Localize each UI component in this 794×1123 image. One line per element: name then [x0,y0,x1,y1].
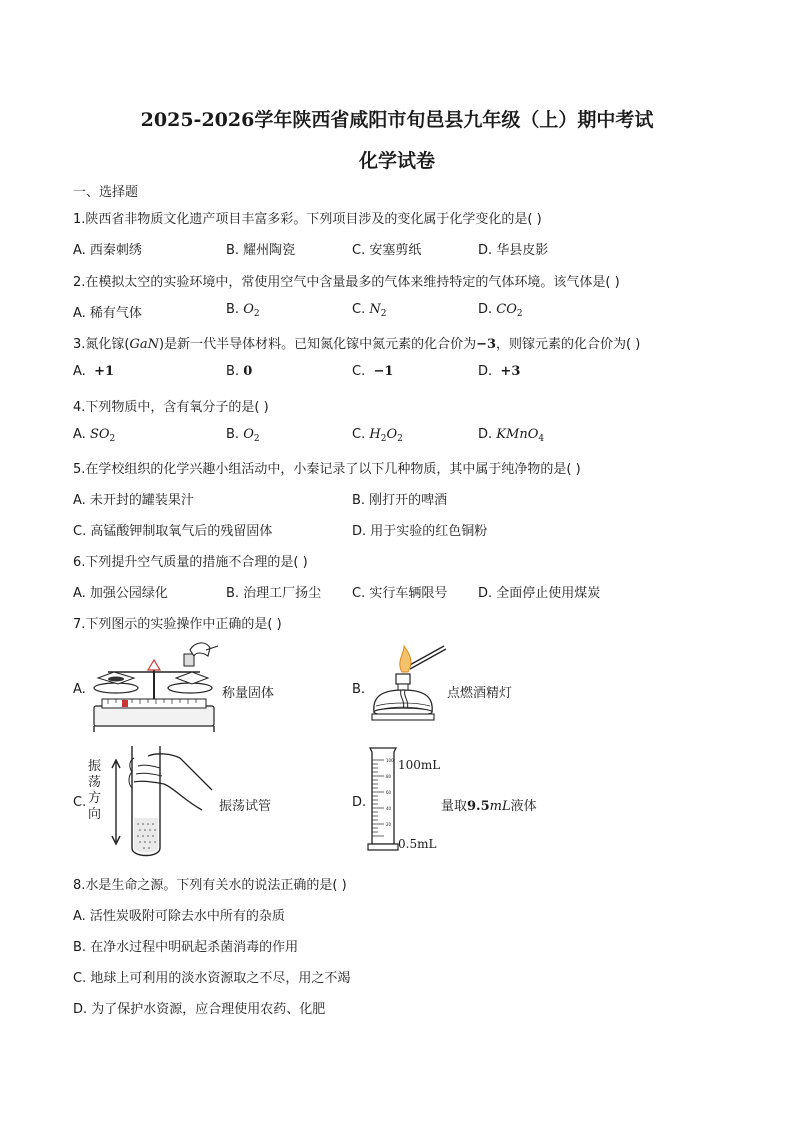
q6-option-c[interactable]: C. 实行车辆限号 [352,586,448,601]
section-heading: 一、选择题 [73,185,139,200]
cylinder-bottom-label: 0.5mL [398,837,437,851]
q6-option-d[interactable]: D. 全面停止使用煤炭 [478,586,601,601]
svg-text:20: 20 [386,822,392,827]
question-7-stem: 7.下列图示的实验操作中正确的是( ) [73,617,282,632]
q1-option-b[interactable]: B. 耀州陶瓷 [226,243,296,258]
q5-option-a[interactable]: A. 未开封的罐装果汁 [73,493,194,508]
q6-option-b[interactable]: B. 治理工厂扬尘 [226,586,322,601]
balance-scale-illustration [86,642,222,734]
question-6-stem: 6.下列提升空气质量的措施不合理的是( ) [73,555,308,570]
question-8-stem: 8.水是生命之源。下列有关水的说法正确的是( ) [73,878,347,893]
q7-d-caption: 量取9.5mL液体 [441,799,537,814]
graduated-cylinder-illustration [366,746,400,858]
page-subtitle: 化学试卷 [358,150,435,172]
question-5-stem: 5.在学校组织的化学兴趣小组活动中，小秦记录了以下几种物质，其中属于纯净物的是( ) [73,462,581,477]
q7-b-caption: 点燃酒精灯 [447,686,513,701]
q8-option-a[interactable]: A. 活性炭吸附可除去水中所有的杂质 [73,909,285,924]
question-4-stem: 4.下列物质中，含有氧分子的是( ) [73,400,269,415]
q6-option-a[interactable]: A. 加强公园绿化 [73,586,168,601]
shake-direction-label: 振 荡 方 向 [88,759,102,822]
q5-option-b[interactable]: B. 刚打开的啤酒 [352,493,448,508]
q7-option-d[interactable]: D. [352,795,367,810]
alcohol-lamp-illustration [366,644,448,736]
q4-option-b[interactable]: B. $O_2$ [226,427,260,444]
q8-option-d[interactable]: D. 为了保护水资源，应合理使用农药、化肥 [73,1002,326,1017]
q3-option-c[interactable]: C. −1 [352,364,394,379]
page-title: 2025-2026学年陕西省咸阳市旬邑县九年级（上）期中考试 [140,109,654,131]
question-2-stem: 2.在模拟太空的实验环境中，常使用空气中含量最多的气体来维持特定的气体环境。该气体是( ) [73,275,620,290]
q4-option-d[interactable]: D. KMnO$_4$ [478,427,545,444]
test-tube-shaking-illustration [108,744,220,862]
q4-option-c[interactable]: C. $H_2O_2$ [352,427,403,444]
q1-option-a[interactable]: A. 西秦刺绣 [73,243,142,258]
q7-c-caption: 振荡试管 [219,799,272,814]
cylinder-top-label: 100mL [398,758,441,772]
q5-option-d[interactable]: D. 用于实验的红色铜粉 [352,524,488,539]
q3-option-a[interactable]: A. +1 [73,364,115,379]
svg-text:40: 40 [386,806,392,811]
q8-option-c[interactable]: C. 地球上可利用的淡水资源取之不尽，用之不竭 [73,971,351,986]
q1-option-d[interactable]: D. 华县皮影 [478,243,549,258]
question-3-stem: 3.氮化镓(GaN)是新一代半导体材料。已知氮化镓中氮元素的化合价为−3，则镓元素的化合价为( ) [73,337,641,352]
q5-option-c[interactable]: C. 高锰酸钾制取氧气后的残留固体 [73,524,273,539]
q7-a-caption: 称量固体 [222,686,275,701]
svg-text:100: 100 [386,758,394,763]
q7-option-c[interactable]: C. [73,795,87,810]
q7-option-a[interactable]: A. [73,682,86,697]
q2-option-d[interactable]: D. $CO_2$ [478,302,523,319]
q2-option-a[interactable]: A. 稀有气体 [73,306,142,321]
q2-option-c[interactable]: C. $N_2$ [352,302,387,319]
svg-text:80: 80 [386,774,392,779]
q4-option-a[interactable]: A. $SO_2$ [73,427,116,444]
q2-option-b[interactable]: B. $O_2$ [226,302,260,319]
q8-option-b[interactable]: B. 在净水过程中明矾起杀菌消毒的作用 [73,940,299,955]
q3-option-d[interactable]: D. +3 [478,364,521,379]
question-1-stem: 1.陕西省非物质文化遗产项目丰富多彩。下列项目涉及的变化属于化学变化的是( ) [73,212,542,227]
q1-option-c[interactable]: C. 安塞剪纸 [352,243,422,258]
q3-option-b[interactable]: B. 0 [226,364,253,379]
q7-option-b[interactable]: B. [352,682,366,697]
svg-text:60: 60 [386,790,392,795]
